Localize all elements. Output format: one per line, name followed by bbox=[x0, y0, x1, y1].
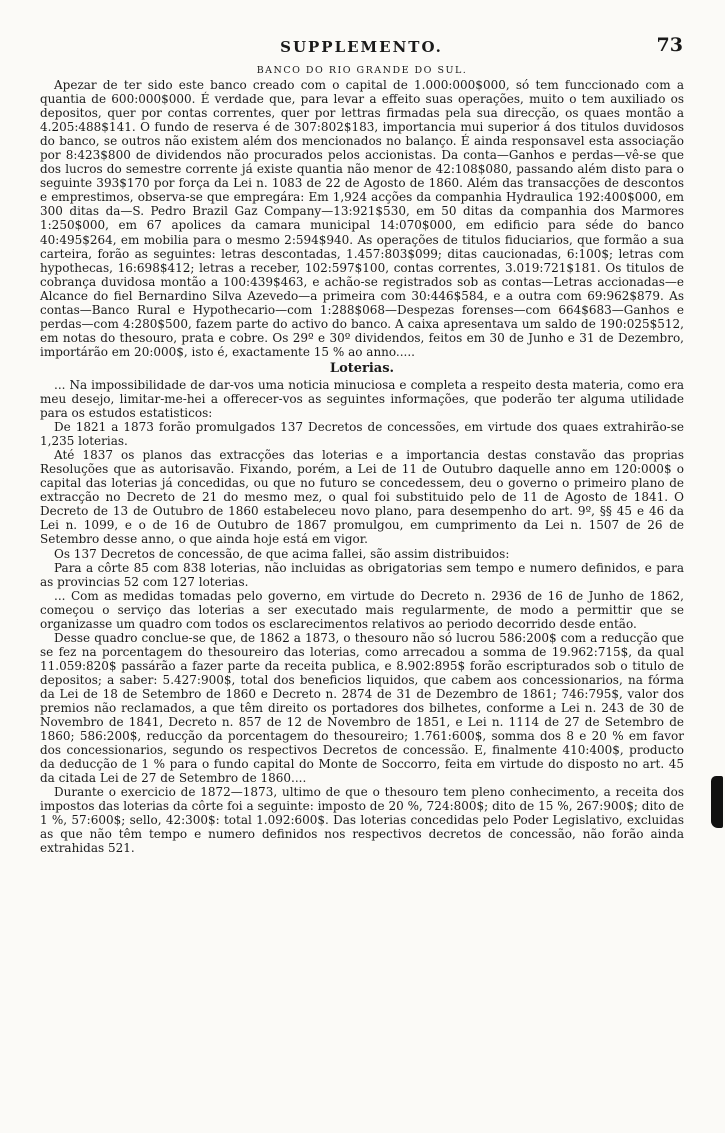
paragraph-loterias-distribuicao: Os 137 Decretos de concessão, de que acima fallei, são assim distribuidos: bbox=[54, 546, 510, 561]
section-heading-loterias: Loterias. bbox=[329, 360, 395, 376]
paragraph-loterias-planos: Até 1837 os planos das extracções das loterias e a importancia destas constavão das proprias Resoluções que as autorisavão. Fixando, porém, a Lei de 11 de Outubro daquelle anno em 120:000$ o capital das loterias já concedidas, ou que no futuro se concedessem, deu o governo o primeiro plano de extracção no Decreto de 21 do mesmo mez, o qual foi substituido pelo de 11 de Agosto de 1841. O Decreto de 13 de Outubro de 1860 estabeleceu novo plano, para desempenho do art. 9º, §§ 45 e 46 da Lei n. 1099, e o de 16 de Outubro de 1867 promulgou, em cumprimento da Lei n. 1507 de 26 de Setembro desse anno, o que ainda hoje está em vigor. bbox=[40, 448, 684, 547]
page-body bbox=[40, 64, 684, 856]
page-header bbox=[40, 34, 683, 60]
paragraph-loterias-medidas: ... Com as medidas tomadas pelo governo, em virtude do Decreto n. 2936 de 16 de Junho de 1862, começou o serviço das loterias a ser executado mais regularmente, de modo a permittir que se organizasse um quadro com todos os esclarecimentos relativos ao periodo decorrido desde então. bbox=[40, 588, 684, 631]
paragraph-loterias-decretos: De 1821 a 1873 forão promulgados 137 Decretos de concessões, em virtude dos quaes extrahirão-se 1,235 loterias. bbox=[40, 420, 684, 449]
paragraph-loterias-quadro: Desse quadro conclue-se que, de 1862 a 1873, o thesouro não só lucrou 586:200$ com a reducção que se fez na porcentagem do thesoureiro das loterias, como arrecadou a somma de 19.962:715$, da qual 11.059:820$ passárão a fazer parte da receita publica, e 8.902:895$ forão escripturados sob o titulo de depositos; a saber: 5.427:900$, total dos beneficios liquidos, que cabem aos concessionarios, na fórma da Lei de 18 de Setembro de 1860 e Decreto n. 2874 de 31 de Dezembro de 1861; 746:795$, valor dos premios não reclamados, a que têm direito os portadores dos bilhetes, conforme a Lei n. 243 de 30 de Novembro de 1841, Decreto n. 857 de 12 de Novembro de 1851, e Lei n. 1114 de 27 de Setembro de 1860; 586:200$, reducção da porcentagem do thesoureiro; 1.761:600$, somma dos 8 e 20 % em favor dos concessionarios, segundo os respectivos Decretos de concessão. E, finalmente 410:400$, producto da deducção de 1 % para o fundo capital do Monte de Soccorro, feita em virtude do disposto no art. 45 da citada Lei de 27 de Setembro de 1860.... bbox=[40, 630, 684, 786]
paragraph-banco: Apezar de ter sido este banco creado com o capital de 1.000:000$000, só tem funccionado com a quantia de 600:000$000. É verdade que, para levar a effeito suas operações, muito o tem auxiliado os depositos, quer por contas correntes, quer por lettras firmadas pela sua direcção, os quaes montão a 4.205:488$141. O fundo de reserva é de 307:802$183, importancia mui superior á dos titulos duvidosos do banco, se outros não existem além dos mencionados no balanço. É ainda responsavel esta associação por 8:423$800 de dividendos não procurados pelos accionistas. Da conta—Ganhos e perdas—vê-se que dos lucros do semestre corrente já existe quantia não menor de 42:108$080, passando além disto para o seguinte 393$170 por força da Lei n. 1083 de 22 de Agosto de 1860. Além das transacções de descontos e emprestimos, observa-se que empregára: Em 1,924 acções da companhia Hydraulica 192:400$000, em 300 ditas da—S. Pedro Brazil Gaz Company—13:921$530, em 50 ditas da companhia dos Marmores 1:250$000, em 67 apolices da camara municipal 14:070$000, em edificio para séde do banco 40:495$264, em mobilia para o mesmo 2:594$940. As operações de titulos fiduciarios, que formão a sua carteira, forão as seguintes: letras descontadas, 1.457:803$099; ditas caucionadas, 6:100$; letras com hypothecas, 16:698$412; letras a receber, 102:597$100, contas correntes, 3.019:721$181. Os titulos de cobrança duvidosa montão a 100:439$463, e achão-se registrados sob as contas—Letras accionadas—e Alcance do fiel Bernardino Silva Azevedo—a primeira com 30:446$584, e a outra com 69:962$879. As contas—Banco Rural e Hypothecario—com 1:288$068—Despezas forenses—com 664$683—Ganhos e perdas—com 4:280$500, fazem parte do activo do banco. A caixa apresentava um saldo de 190:025$512, em notas do thesouro, prata e cobre. Os 29º e 30º dividendos, feitos em 30 de Junho e 31 de Dezembro, importárão em 20:000$, isto é, exactamente 15 % ao anno..... bbox=[40, 78, 684, 359]
page-number: 73 bbox=[656, 34, 683, 56]
paragraph-loterias-corte: Para a côrte 85 com 838 loterias, não incluidas as obrigatorias sem tempo e numero definidos, e para as provincias 52 com 127 loterias. bbox=[40, 560, 684, 589]
section-heading-banco: BANCO DO RIO GRANDE DO SUL. bbox=[256, 65, 468, 76]
paragraph-loterias-intro: ... Na impossibilidade de dar-vos uma noticia minuciosa e completa a respeito desta materia, como era meu desejo, limitar-me-hei a offerecer-vos as seguintes informações, que poderão ter alguma utilidade para os estudos estatisticos: bbox=[40, 377, 684, 421]
page-edge-mark bbox=[711, 776, 723, 828]
running-title: SUPPLEMENTO. bbox=[280, 38, 443, 56]
paragraph-loterias-exercicio: Durante o exercicio de 1872—1873, ultimo de que o thesouro tem pleno conhecimento, a receita dos impostos das loterias da côrte foi a seguinte: imposto de 20 %, 724:800$; dito de 15 %, 267:900$; dito de 1 %, 57:600$; sello, 42:300$: total 1.092:600$. Das loterias concedidas pelo Poder Legislativo, excluidas as que não têm tempo e numero definidos nos respectivos decretos de concessão, não forão ainda extrahidas 521. bbox=[40, 785, 684, 856]
